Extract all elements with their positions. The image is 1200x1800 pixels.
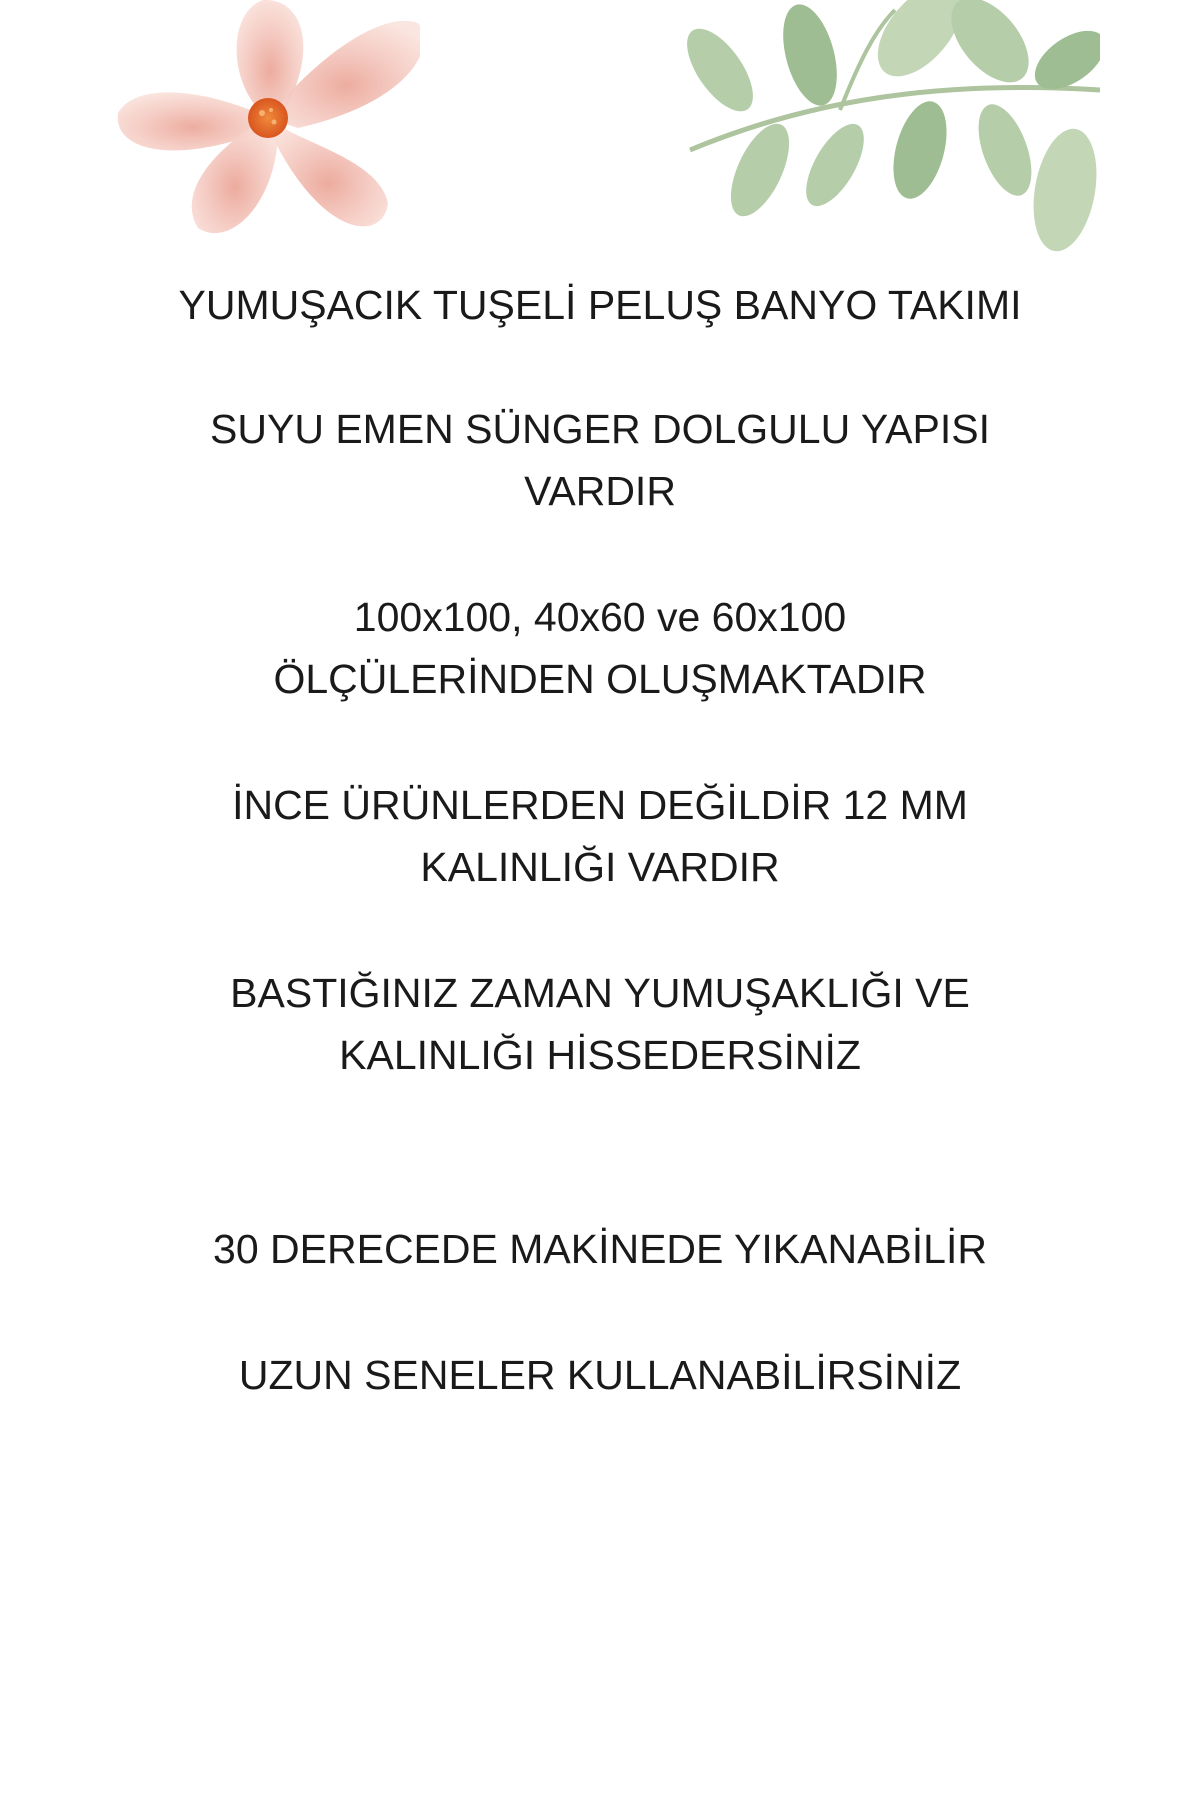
feature-line-sizes-2: ÖLÇÜLERİNDEN OLUŞMAKTADIR [273,656,927,702]
right-border-strip [1100,0,1200,1800]
feature-line-product-name: YUMUŞACIK TUŞELİ PELUŞ BANYO TAKIMI [178,282,1022,328]
feature-line-sponge-1: SUYU EMEN SÜNGER DOLGULU YAPISI [210,406,990,452]
watercolor-flower-icon [80,0,420,250]
feature-line-softness-2: KALINLIĞI HİSSEDERSİNİZ [339,1032,861,1078]
eucalyptus-leaves-icon [660,0,1100,260]
feature-line-durability: UZUN SENELER KULLANABİLİRSİNİZ [238,1352,962,1398]
feature-line-sizes-1: 100x100, 40x60 ve 60x100 [353,594,847,640]
feature-line-softness-1: BASTIĞINIZ ZAMAN YUMUŞAKLIĞI VE [230,970,970,1016]
feature-line-sponge-2: VARDIR [524,468,676,514]
feature-line-thickness-1: İNCE ÜRÜNLERDEN DEĞİLDİR 12 MM [232,782,968,828]
feature-line-thickness-2: KALINLIĞI VARDIR [420,844,780,890]
feature-line-washing: 30 DERECEDE MAKİNEDE YIKANABİLİR [213,1226,987,1272]
